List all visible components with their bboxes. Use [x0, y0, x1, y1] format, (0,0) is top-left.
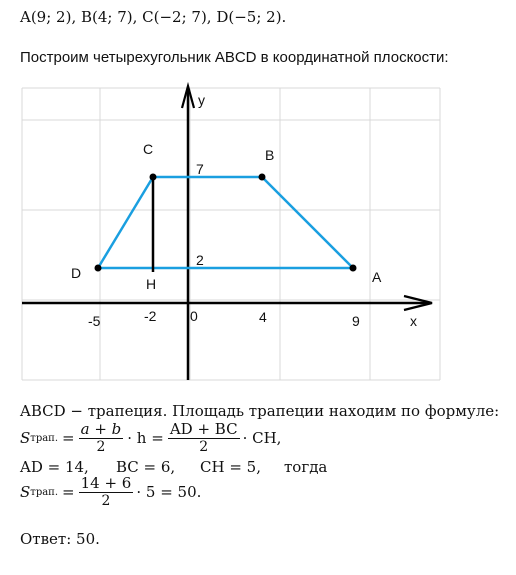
fraction-adbc-den: 2: [199, 438, 209, 455]
x-axis-label: x: [410, 313, 417, 329]
y-tick-7: 7: [196, 161, 204, 177]
answer: Ответ: 50.: [20, 530, 100, 548]
label-d: D: [71, 265, 82, 281]
label-h: H: [146, 276, 157, 292]
x-tick-minus2: -2: [144, 308, 157, 324]
x-tick-0: 0: [190, 308, 198, 324]
fraction-adbc: [168, 421, 240, 456]
construct-text: Построим четырехугольник ABCD в координатной плоскости:: [20, 49, 449, 66]
calc-tail: · 5 = 50.: [136, 483, 202, 501]
area-calculation: [20, 472, 201, 512]
formula-s-sub: трап.: [30, 432, 59, 444]
x-tick-minus5: -5: [88, 313, 101, 329]
fraction-ab: [79, 421, 124, 456]
fraction-adbc-num: AD + BC: [169, 419, 238, 438]
y-tick-2: 2: [196, 252, 204, 268]
y-axis-label: y: [198, 92, 205, 108]
x-tick-9: 9: [352, 313, 360, 329]
vertex-a: [350, 265, 357, 272]
area-formula: [20, 418, 281, 458]
label-b: B: [265, 147, 275, 163]
fraction-sum-num: 14 + 6: [80, 473, 132, 492]
vertex-b: [259, 174, 266, 181]
calc-eq: =: [62, 483, 75, 501]
grid: [22, 88, 440, 380]
trapezoid-statement: ABCD − трапеция. Площадь трапеции находим по формуле:: [20, 402, 500, 420]
then-word: тогда: [284, 458, 328, 476]
points-line: A(9; 2), B(4; 7), C(−2; 7), D(−5; 2).: [20, 8, 287, 26]
vertex-d: [95, 265, 102, 272]
formula-tail: · CH,: [242, 429, 282, 447]
fraction-sum: [79, 475, 134, 510]
fraction-ab-num: a + b: [80, 419, 122, 438]
label-a: A: [372, 269, 382, 285]
formula-eq: =: [62, 429, 75, 447]
fraction-sum-den: 2: [101, 492, 111, 509]
fraction-ab-den: 2: [96, 438, 106, 455]
value-bc: BC = 6,: [116, 458, 176, 476]
formula-h-part: · h =: [127, 429, 164, 447]
formula-s: S: [20, 429, 31, 447]
value-ch: CH = 5,: [200, 458, 261, 476]
x-tick-4: 4: [259, 309, 267, 325]
value-ad: AD = 14,: [20, 458, 89, 476]
label-c: C: [143, 141, 154, 157]
trapezoid-abcd: [98, 177, 353, 268]
calc-s-sub: трап.: [30, 486, 59, 498]
vertex-c: [150, 174, 157, 181]
calc-s: S: [20, 483, 31, 501]
